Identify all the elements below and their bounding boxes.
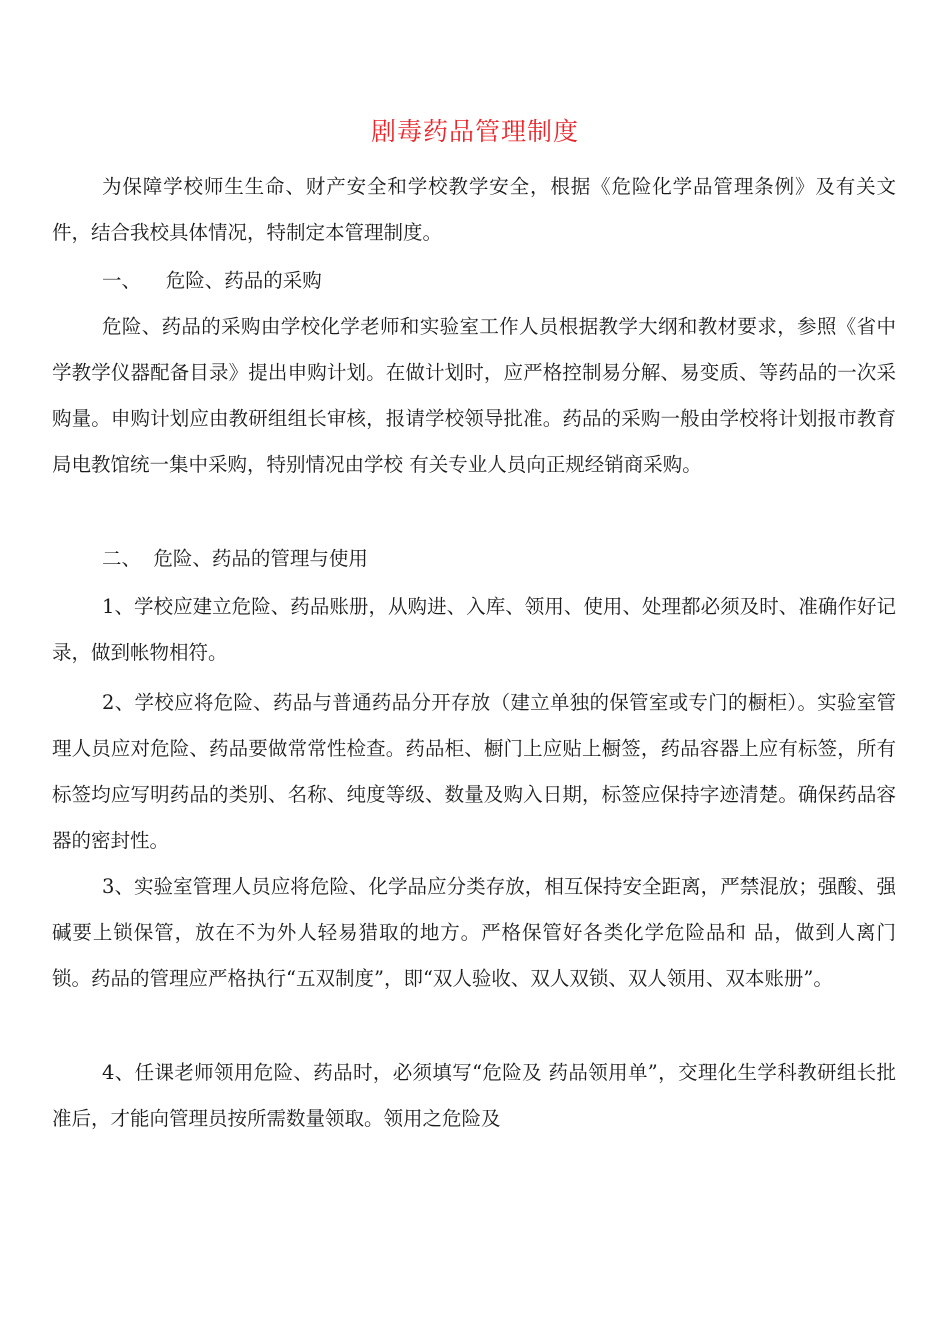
item-1-paragraph: 1、学校应建立危险、药品账册，从购进、入库、领用、使用、处理都必须及时、准确作好记录，做到帐物相符。 xyxy=(52,595,896,664)
document-title: 剧毒药品管理制度 xyxy=(370,117,579,146)
section-heading-management: 二、 危险、药品的管理与使用 xyxy=(102,547,368,570)
item-3-paragraph: 3、实验室管理人员应将危险、化学品应分类存放，相互保持安全距离，严禁混放；强酸、强碱要上锁保管，放在不为外人轻易猎取的地方。严格保管好各类化学危险品和 品，做到人离门锁。药品的管理应严格执行“五双制度”，即“双人验收、双人双锁、双人领用、双本账册”。 xyxy=(52,875,896,990)
section-heading-purchase: 一、 危险、药品的采购 xyxy=(102,269,322,292)
item-4-paragraph: 4、任课老师领用危险、药品时，必须填写“危险及 药品领用单”，交理化生学科教研组长批准后，才能向管理员按所需数量领取。领用之危险及 xyxy=(52,1061,896,1130)
purchase-paragraph: 危险、药品的采购由学校化学老师和实验室工作人员根据教学大纲和教材要求，参照《省中学教学仪器配备目录》提出申购计划。在做计划时，应严格控制易分解、易变质、等药品的一次采购量。申购计划应由教研组组长审核，报请学校领导批准。药品的采购一般由学校将计划报市教育局电教馆统一集中采购，特别情况由学校 有关专业人员向正规经销商采购。 xyxy=(52,315,896,476)
item-2-paragraph: 2、学校应将危险、药品与普通药品分开存放（建立单独的保管室或专门的橱柜）。实验室管理人员应对危险、药品要做常常性检查。药品柜、橱门上应贴上橱签，药品容器上应有标签，所有标签均应写明药品的类别、名称、纯度等级、数量及购入日期，标签应保持字迹清楚。确保药品容器的密封性。 xyxy=(52,691,896,852)
intro-paragraph: 为保障学校师生生命、财产安全和学校教学安全，根据《危险化学品管理条例》及有关文件，结合我校具体情况，特制定本管理制度。 xyxy=(52,175,896,244)
